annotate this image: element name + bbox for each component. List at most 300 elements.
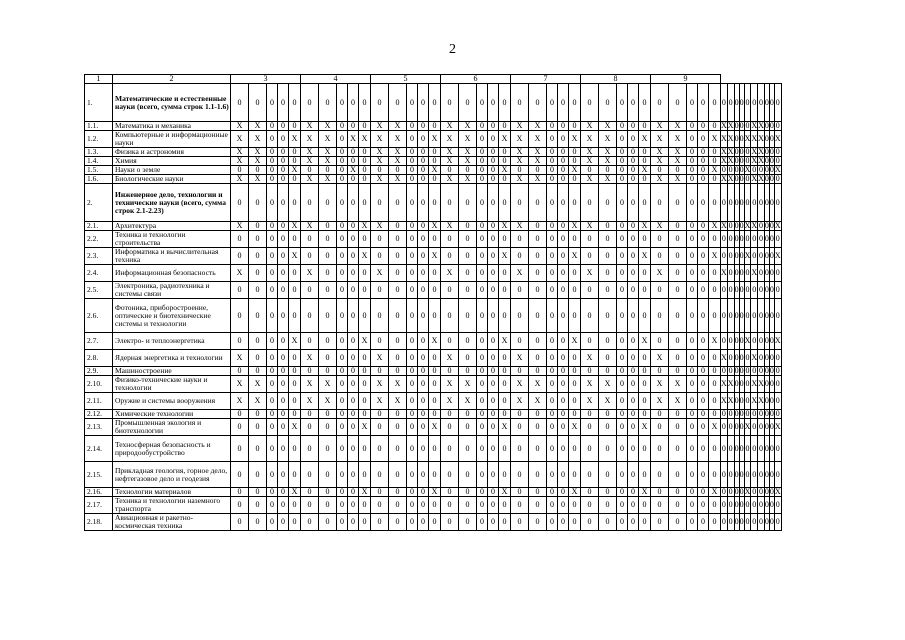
- table-cell: 0: [249, 367, 267, 376]
- table-cell: 0: [529, 410, 547, 419]
- table-cell: 0: [529, 248, 547, 265]
- table-cell: 0: [721, 497, 728, 514]
- table-cell: 0: [278, 350, 289, 367]
- row-number: 1.4.: [85, 157, 113, 166]
- table-cell: 0: [429, 282, 441, 299]
- table-cell: 0: [628, 148, 639, 157]
- table-cell: 0: [698, 175, 709, 184]
- table-cell: 0: [727, 514, 734, 531]
- table-cell: X: [669, 175, 687, 184]
- table-cell: 0: [617, 367, 628, 376]
- table-cell: 0: [441, 367, 459, 376]
- table-cell: 0: [429, 376, 441, 393]
- table-cell: 0: [639, 265, 651, 282]
- table-cell: 0: [558, 436, 569, 462]
- table-cell: 0: [301, 436, 319, 462]
- table-cell: 0: [371, 410, 389, 419]
- table-cell: 0: [759, 409, 764, 418]
- table-cell: 0: [764, 221, 769, 230]
- table-cell: 0: [758, 265, 765, 282]
- table-cell: 0: [267, 175, 278, 184]
- table-cell: 0: [617, 222, 628, 231]
- table-cell: 0: [569, 175, 581, 184]
- table-cell: 0: [744, 462, 751, 488]
- table-cell: 0: [511, 367, 529, 376]
- table-cell: 0: [651, 410, 669, 419]
- table-cell: 0: [289, 350, 301, 367]
- table-cell: 0: [617, 462, 628, 488]
- table-cell: 0: [348, 514, 359, 531]
- table-cell: X: [599, 131, 617, 148]
- table-cell: 0: [581, 410, 599, 419]
- table-cell: 0: [418, 175, 429, 184]
- table-cell: 0: [734, 184, 739, 222]
- table-cell: 0: [727, 231, 734, 248]
- table-cell: 0: [628, 222, 639, 231]
- table-cell: 0: [617, 376, 628, 393]
- table-cell: 0: [698, 497, 709, 514]
- table-cell: X: [581, 222, 599, 231]
- table-cell: 0: [558, 514, 569, 531]
- table-cell: 0: [651, 462, 669, 488]
- table-cell: 0: [278, 265, 289, 282]
- row-number: 1.6.: [85, 175, 113, 184]
- table-cell: 0: [477, 488, 488, 497]
- table-cell: 0: [389, 231, 407, 248]
- table-cell: 0: [337, 148, 348, 157]
- table-cell: X: [289, 419, 301, 436]
- table-cell: 0: [734, 131, 739, 148]
- table-cell: 0: [727, 350, 734, 367]
- table-cell: 0: [301, 367, 319, 376]
- table-cell: 0: [529, 333, 547, 350]
- table-cell: 0: [734, 366, 739, 375]
- table-cell: 0: [599, 436, 617, 462]
- table-cell: 0: [581, 84, 599, 122]
- table-cell: 0: [739, 299, 744, 333]
- table-cell: X: [511, 376, 529, 393]
- table-cell: 0: [628, 410, 639, 419]
- table-cell: 0: [278, 166, 289, 175]
- table-cell: 0: [529, 350, 547, 367]
- row-label: Информационная безопасность: [113, 265, 231, 282]
- table-cell: 0: [348, 393, 359, 410]
- table-cell: 0: [337, 175, 348, 184]
- row-number: 2.10.: [85, 376, 113, 393]
- table-cell: 0: [558, 376, 569, 393]
- table-row: [85, 514, 782, 531]
- table-cell: 0: [687, 131, 698, 148]
- table-cell: 0: [278, 393, 289, 410]
- table-cell: X: [669, 122, 687, 131]
- table-cell: 0: [499, 122, 511, 131]
- table-cell: 0: [359, 166, 371, 175]
- table-cell: 0: [407, 122, 418, 131]
- table-row: [85, 84, 782, 122]
- table-cell: X: [301, 131, 319, 148]
- table-cell: 0: [319, 367, 337, 376]
- table-cell: 0: [581, 497, 599, 514]
- table-cell: 0: [319, 299, 337, 333]
- table-cell: 0: [278, 148, 289, 157]
- row-label: Оружие и системы вооружения: [113, 393, 231, 410]
- table-cell: 0: [477, 410, 488, 419]
- table-cell: 0: [418, 265, 429, 282]
- table-cell: 0: [371, 166, 389, 175]
- table-cell: 0: [698, 419, 709, 436]
- table-cell: 0: [599, 222, 617, 231]
- table-cell: 0: [558, 184, 569, 222]
- table-cell: 0: [289, 514, 301, 531]
- table-cell: 0: [547, 393, 558, 410]
- table-cell: 0: [289, 265, 301, 282]
- table-cell: 0: [429, 231, 441, 248]
- table-cell: 0: [407, 157, 418, 166]
- table-cell: 0: [547, 184, 558, 222]
- table-cell: 0: [389, 367, 407, 376]
- row-number: 1.2.: [85, 131, 113, 148]
- table-cell: X: [721, 131, 728, 148]
- table-cell: 0: [267, 350, 278, 367]
- table-cell: 0: [751, 184, 758, 222]
- table-cell: 0: [289, 282, 301, 299]
- table-cell: 0: [734, 221, 739, 230]
- table-cell: 0: [599, 84, 617, 122]
- table-row: [85, 367, 782, 376]
- table-cell: 0: [687, 299, 698, 333]
- table-cell: 0: [617, 131, 628, 148]
- table-cell: 0: [278, 157, 289, 166]
- table-cell: 0: [751, 84, 758, 122]
- table-cell: 0: [734, 174, 739, 183]
- table-cell: 0: [727, 419, 734, 436]
- table-cell: 0: [499, 410, 511, 419]
- table-cell: 0: [511, 282, 529, 299]
- row-number: 2.1.: [85, 222, 113, 231]
- table-cell: 0: [669, 184, 687, 222]
- table-cell: 0: [488, 410, 499, 419]
- table-cell: 0: [775, 147, 780, 156]
- table-cell: 0: [769, 265, 774, 282]
- table-cell: 0: [698, 122, 709, 131]
- table-cell: 0: [558, 84, 569, 122]
- table-cell: 0: [348, 282, 359, 299]
- table-cell: 0: [337, 299, 348, 333]
- table-cell: X: [639, 419, 651, 436]
- table-cell: 0: [709, 514, 721, 531]
- table-cell: 0: [727, 436, 734, 462]
- table-cell: 0: [499, 157, 511, 166]
- table-cell: 0: [278, 84, 289, 122]
- table-cell: 0: [769, 165, 774, 174]
- table-cell: 0: [418, 419, 429, 436]
- table-cell: X: [499, 248, 511, 265]
- table-cell: 0: [429, 148, 441, 157]
- header-cell: 7: [511, 75, 581, 84]
- table-cell: 0: [488, 265, 499, 282]
- table-cell: 0: [739, 184, 744, 222]
- row-label: Технологии материалов: [113, 488, 231, 497]
- table-cell: 0: [639, 299, 651, 333]
- table-cell: 0: [488, 122, 499, 131]
- table-cell: 0: [639, 376, 651, 393]
- row-number: 2.3.: [85, 248, 113, 265]
- table-cell: 0: [669, 514, 687, 531]
- table-cell: 0: [752, 409, 757, 418]
- table-cell: 0: [547, 282, 558, 299]
- table-cell: 0: [529, 84, 547, 122]
- table-cell: 0: [547, 350, 558, 367]
- table-cell: X: [441, 157, 459, 166]
- table-cell: 0: [709, 157, 721, 166]
- table-cell: X: [651, 148, 669, 157]
- table-cell: 0: [739, 248, 744, 265]
- table-cell: X: [727, 393, 734, 410]
- table-cell: 0: [617, 497, 628, 514]
- table-cell: 0: [418, 393, 429, 410]
- table-cell: 0: [389, 184, 407, 222]
- table-cell: 0: [278, 333, 289, 350]
- table-cell: 0: [599, 231, 617, 248]
- table-row: [85, 282, 782, 299]
- table-row: [85, 419, 782, 436]
- table-cell: 0: [249, 222, 267, 231]
- table-cell: 0: [709, 282, 721, 299]
- table-cell: 0: [359, 231, 371, 248]
- table-cell: 0: [441, 84, 459, 122]
- table-cell: X: [459, 131, 477, 148]
- table-cell: X: [359, 131, 371, 148]
- table-cell: 0: [477, 393, 488, 410]
- table-cell: 0: [337, 462, 348, 488]
- table-cell: 0: [289, 148, 301, 157]
- table-cell: 0: [389, 166, 407, 175]
- table-cell: 0: [459, 84, 477, 122]
- table-cell: 0: [774, 282, 781, 299]
- table-cell: 0: [231, 282, 249, 299]
- table-cell: 0: [529, 514, 547, 531]
- table-cell: 0: [628, 333, 639, 350]
- row-label: Машиностроение: [113, 367, 231, 376]
- table-cell: 0: [547, 166, 558, 175]
- table-cell: X: [744, 487, 751, 496]
- table-cell: X: [651, 393, 669, 410]
- table-cell: 0: [669, 419, 687, 436]
- table-cell: 0: [337, 157, 348, 166]
- table-cell: X: [389, 157, 407, 166]
- table-cell: 0: [359, 184, 371, 222]
- table-cell: 0: [348, 157, 359, 166]
- table-cell: 0: [734, 84, 739, 122]
- table-cell: X: [744, 131, 751, 148]
- table-cell: X: [359, 333, 371, 350]
- table-cell: 0: [547, 222, 558, 231]
- table-cell: 0: [337, 393, 348, 410]
- table-cell: X: [441, 265, 459, 282]
- table-cell: 0: [389, 488, 407, 497]
- table-cell: 0: [558, 282, 569, 299]
- table-cell: 0: [547, 488, 558, 497]
- table-cell: 0: [488, 350, 499, 367]
- table-cell: X: [639, 222, 651, 231]
- table-cell: 0: [628, 393, 639, 410]
- table-cell: 0: [477, 148, 488, 157]
- table-cell: X: [371, 376, 389, 393]
- table-cell: 0: [278, 248, 289, 265]
- table-cell: X: [301, 265, 319, 282]
- table-cell: 0: [267, 84, 278, 122]
- table-cell: 0: [759, 487, 764, 496]
- table-cell: 0: [651, 419, 669, 436]
- table-cell: 0: [289, 393, 301, 410]
- table-cell: 0: [441, 488, 459, 497]
- table-cell: 0: [407, 376, 418, 393]
- table-cell: 0: [745, 174, 750, 183]
- table-cell: 0: [734, 299, 739, 333]
- table-cell: 0: [289, 84, 301, 122]
- table-cell: X: [529, 122, 547, 131]
- table-cell: 0: [709, 184, 721, 222]
- table-cell: 0: [231, 166, 249, 175]
- table-cell: 0: [599, 367, 617, 376]
- table-cell: X: [459, 376, 477, 393]
- table-cell: X: [289, 248, 301, 265]
- table-cell: 0: [569, 410, 581, 419]
- table-cell: 0: [488, 248, 499, 265]
- table-cell: 0: [371, 84, 389, 122]
- table-cell: 0: [775, 174, 780, 183]
- table-cell: 0: [639, 231, 651, 248]
- table-cell: X: [319, 122, 337, 131]
- table-cell: 0: [764, 393, 769, 410]
- table-cell: 0: [669, 282, 687, 299]
- table-cell: 0: [319, 350, 337, 367]
- table-cell: 0: [301, 231, 319, 248]
- table-cell: 0: [371, 514, 389, 531]
- table-row: [85, 265, 782, 282]
- table-cell: X: [651, 157, 669, 166]
- table-cell: X: [774, 248, 781, 265]
- table-cell: 0: [639, 122, 651, 131]
- table-cell: 0: [687, 514, 698, 531]
- table-cell: 0: [759, 165, 764, 174]
- table-cell: X: [231, 148, 249, 157]
- table-cell: 0: [639, 514, 651, 531]
- table-cell: 0: [639, 175, 651, 184]
- table-cell: 0: [529, 299, 547, 333]
- table-cell: 0: [477, 299, 488, 333]
- table-cell: 0: [569, 462, 581, 488]
- table-cell: 0: [429, 497, 441, 514]
- table-cell: X: [348, 131, 359, 148]
- table-cell: 0: [319, 248, 337, 265]
- table-cell: 0: [249, 282, 267, 299]
- table-cell: X: [758, 376, 765, 393]
- table-cell: 0: [477, 367, 488, 376]
- table-cell: 0: [301, 299, 319, 333]
- table-cell: 0: [267, 148, 278, 157]
- table-cell: 0: [267, 166, 278, 175]
- table-cell: X: [319, 376, 337, 393]
- table-cell: 0: [617, 299, 628, 333]
- table-cell: 0: [628, 497, 639, 514]
- row-label: Химия: [113, 157, 231, 166]
- table-cell: 0: [337, 488, 348, 497]
- table-cell: 0: [231, 514, 249, 531]
- table-cell: 0: [628, 367, 639, 376]
- table-cell: 0: [751, 462, 758, 488]
- table-cell: X: [249, 157, 267, 166]
- table-cell: 0: [301, 184, 319, 222]
- table-cell: 0: [558, 175, 569, 184]
- table-cell: 0: [669, 222, 687, 231]
- table-cell: 0: [581, 333, 599, 350]
- table-cell: X: [459, 393, 477, 410]
- table-cell: 0: [558, 393, 569, 410]
- table-cell: 0: [709, 367, 721, 376]
- table-cell: 0: [739, 131, 744, 148]
- table-cell: 0: [547, 131, 558, 148]
- row-label: Промышленная экология и биотехнологии: [113, 419, 231, 436]
- table-cell: 0: [249, 410, 267, 419]
- table-cell: 0: [728, 165, 733, 174]
- table-cell: 0: [628, 122, 639, 131]
- table-cell: 0: [764, 248, 769, 265]
- table-cell: 0: [407, 393, 418, 410]
- header-cell: 6: [441, 75, 511, 84]
- table-cell: 0: [319, 419, 337, 436]
- table-row: [85, 122, 782, 131]
- table-cell: 0: [319, 333, 337, 350]
- table-cell: X: [744, 221, 751, 230]
- table-cell: 0: [558, 157, 569, 166]
- table-cell: 0: [359, 175, 371, 184]
- table-row: [85, 175, 782, 184]
- table-cell: X: [319, 393, 337, 410]
- table-cell: 0: [698, 84, 709, 122]
- table-cell: 0: [769, 514, 774, 531]
- table-cell: 0: [734, 156, 739, 165]
- table-cell: 0: [459, 282, 477, 299]
- table-cell: 0: [721, 165, 726, 174]
- table-cell: 0: [267, 282, 278, 299]
- table-cell: 0: [319, 265, 337, 282]
- table-cell: 0: [628, 488, 639, 497]
- table-cell: 0: [758, 231, 765, 248]
- table-cell: 0: [651, 299, 669, 333]
- header-cell: 4: [301, 75, 371, 84]
- table-cell: 0: [558, 410, 569, 419]
- table-cell: 0: [301, 282, 319, 299]
- table-cell: 0: [739, 376, 744, 393]
- table-cell: 0: [477, 436, 488, 462]
- table-cell: 0: [348, 231, 359, 248]
- table-cell: 0: [289, 436, 301, 462]
- table-cell: 0: [348, 497, 359, 514]
- table-cell: 0: [231, 419, 249, 436]
- table-cell: 0: [774, 231, 781, 248]
- table-cell: 0: [337, 166, 348, 175]
- table-cell: 0: [319, 166, 337, 175]
- table-cell: X: [301, 393, 319, 410]
- table-cell: 0: [488, 419, 499, 436]
- table-cell: 0: [267, 184, 278, 222]
- table-cell: 0: [371, 497, 389, 514]
- table-cell: 0: [569, 265, 581, 282]
- table-row: [85, 410, 782, 419]
- table-cell: 0: [477, 84, 488, 122]
- table-cell: 0: [639, 367, 651, 376]
